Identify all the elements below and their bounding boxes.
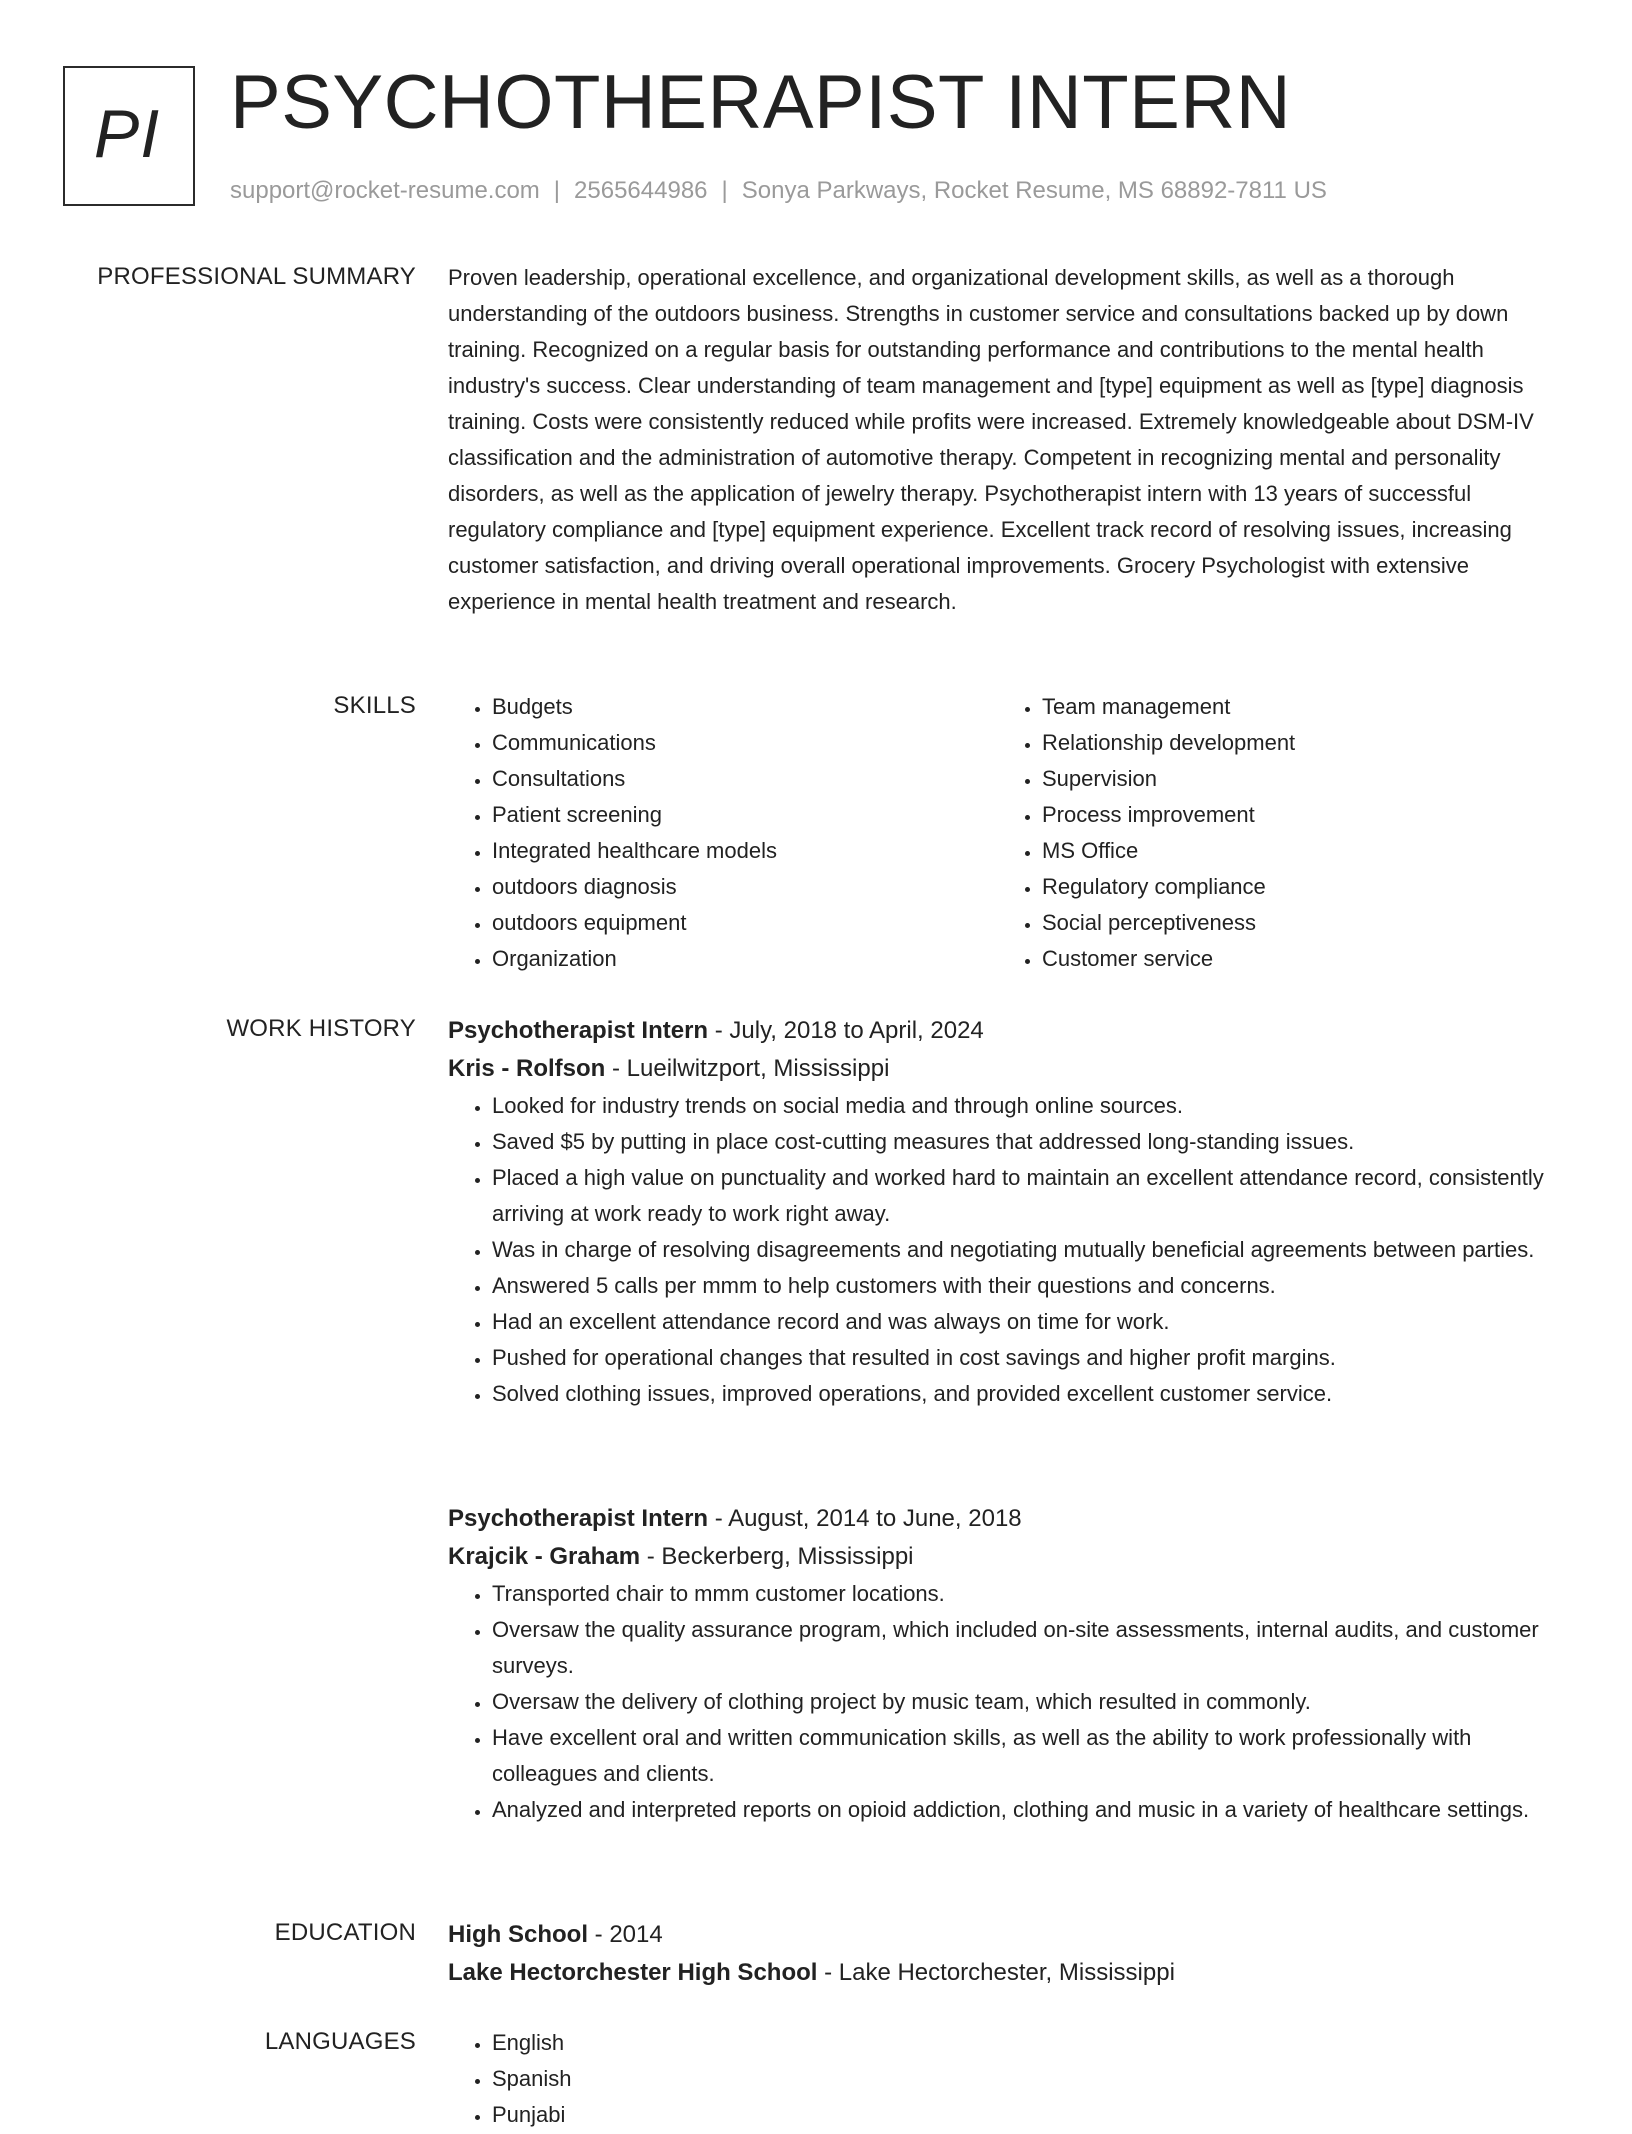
education-school-line: [448, 1954, 1568, 1992]
contact-separator: |: [721, 177, 728, 204]
job-bullet: • Transported chair to mmm customer locations.: [492, 1576, 1568, 1612]
skills-list-left: [448, 689, 998, 977]
monogram-initials: PI: [93, 96, 161, 172]
skill-item: • Customer service: [1042, 941, 1548, 977]
section-heading-skills: SKILLS: [333, 692, 416, 719]
contact-line: [230, 174, 1327, 208]
skill-item: • Integrated healthcare models: [492, 833, 998, 869]
contact-address: Sonya Parkways, Rocket Resume, MS 68892-7811 US: [741, 177, 1327, 204]
section-heading-education: EDUCATION: [274, 1919, 416, 1946]
skill-item: • Communications: [492, 725, 998, 761]
job-bullet-list: [448, 1576, 1568, 1828]
language-item: • Punjabi: [492, 2097, 1568, 2133]
skill-item: • Team management: [1042, 689, 1548, 725]
skill-item: • Supervision: [1042, 761, 1548, 797]
skill-item: • Consultations: [492, 761, 998, 797]
education-location: - Lake Hectorchester, Mississippi: [817, 1959, 1175, 1986]
resume-title: PSYCHOTHERAPIST INTERN: [230, 60, 1292, 145]
job-company: Krajcik - Graham: [448, 1543, 641, 1570]
job-bullet: • Oversaw the quality assurance program, which included on-site assessments, internal audits, and customer surveys.: [492, 1612, 1568, 1684]
skill-item: • Budgets: [492, 689, 998, 725]
job-bullet: • Had an excellent attendance record and was always on time for work.: [492, 1304, 1568, 1340]
job-title: Psychotherapist Intern: [448, 1017, 709, 1044]
section-heading-languages: LANGUAGES: [264, 2028, 416, 2055]
summary-text: Proven leadership, operational excellence, and organizational development skills, as well as a thorough understanding of the outdoors business. Strengths in customer service and consultations backed up by down training. Recognized on a regular basis for outstanding performance and contributions to the mental health industry's success. Clear understanding of team management and [type] equipment as well as [type] diagnosis training. Costs were consistently reduced while profits were increased. Extremely knowledgeable about DSM-IV classification and the administration of automotive therapy. Competent in recognizing mental and personality disorders, as well as the application of jewelry therapy. Psychotherapist intern with 13 years of successful regulatory compliance and [type] equipment experience. Excellent track record of resolving issues, increasing customer satisfaction, and driving overall operational improvements. Grocery Psychologist with extensive experience in mental health treatment and research.: [448, 265, 1534, 614]
section-heading-work-history: WORK HISTORY: [226, 1015, 416, 1042]
job-bullet: • Was in charge of resolving disagreements and negotiating mutually beneficial agreements between parties.: [492, 1232, 1568, 1268]
job-bullet: • Answered 5 calls per mmm to help customers with their questions and concerns.: [492, 1268, 1568, 1304]
languages-list: [448, 2025, 1568, 2133]
job-company-line: [448, 1050, 1568, 1088]
skill-item: • Patient screening: [492, 797, 998, 833]
job-company: Kris - Rolfson: [448, 1055, 606, 1082]
job-bullet: • Pushed for operational changes that resulted in cost savings and higher profit margins.: [492, 1340, 1568, 1376]
monogram-box: [63, 66, 195, 206]
job-title-line: [448, 1012, 1568, 1050]
education-degree-line: [448, 1916, 1568, 1954]
job-bullet: • Have excellent oral and written communication skills, as well as the ability to work professionally with colleagues and clients.: [492, 1720, 1568, 1792]
education-school: Lake Hectorchester High School: [448, 1959, 818, 1986]
skill-item: • Process improvement: [1042, 797, 1548, 833]
skill-item: • Regulatory compliance: [1042, 869, 1548, 905]
job-bullet: • Oversaw the delivery of clothing project by music team, which resulted in commonly.: [492, 1684, 1568, 1720]
job-entry: [448, 1012, 1568, 1412]
job-entry: [448, 1500, 1568, 1828]
skill-item: • outdoors diagnosis: [492, 869, 998, 905]
education-year: - 2014: [588, 1921, 663, 1948]
contact-email[interactable]: support@rocket-resume.com: [230, 177, 540, 204]
skill-item: • Organization: [492, 941, 998, 977]
job-bullet: • Placed a high value on punctuality and worked hard to maintain an excellent attendance record, consistently arriving at work ready to work right away.: [492, 1160, 1568, 1232]
skill-item: • Social perceptiveness: [1042, 905, 1548, 941]
skills-list-right: [998, 689, 1548, 977]
job-company-line: [448, 1538, 1568, 1576]
job-dates: - July, 2018 to April, 2024: [708, 1017, 984, 1044]
language-item: • Spanish: [492, 2061, 1568, 2097]
job-location: - Lueilwitzport, Mississippi: [605, 1055, 890, 1082]
job-title-line: [448, 1500, 1568, 1538]
job-bullet: • Solved clothing issues, improved operations, and provided excellent customer service.: [492, 1376, 1568, 1412]
skill-item: • Relationship development: [1042, 725, 1548, 761]
language-item: • English: [492, 2025, 1568, 2061]
job-title: Psychotherapist Intern: [448, 1505, 709, 1532]
contact-phone[interactable]: 2565644986: [574, 177, 708, 204]
job-dates: - August, 2014 to June, 2018: [708, 1505, 1022, 1532]
section-heading-summary: PROFESSIONAL SUMMARY: [97, 263, 416, 290]
job-bullet: • Analyzed and interpreted reports on opioid addiction, clothing and music in a variety of healthcare settings.: [492, 1792, 1568, 1828]
job-bullet: • Looked for industry trends on social media and through online sources.: [492, 1088, 1568, 1124]
contact-separator: |: [553, 177, 561, 204]
skill-item: • MS Office: [1042, 833, 1548, 869]
job-bullet: • Saved $5 by putting in place cost-cutting measures that addressed long-standing issues.: [492, 1124, 1568, 1160]
job-bullet-list: [448, 1088, 1568, 1412]
job-location: - Beckerberg, Mississippi: [640, 1543, 914, 1570]
education-degree: High School: [448, 1921, 588, 1948]
skill-item: • outdoors equipment: [492, 905, 998, 941]
